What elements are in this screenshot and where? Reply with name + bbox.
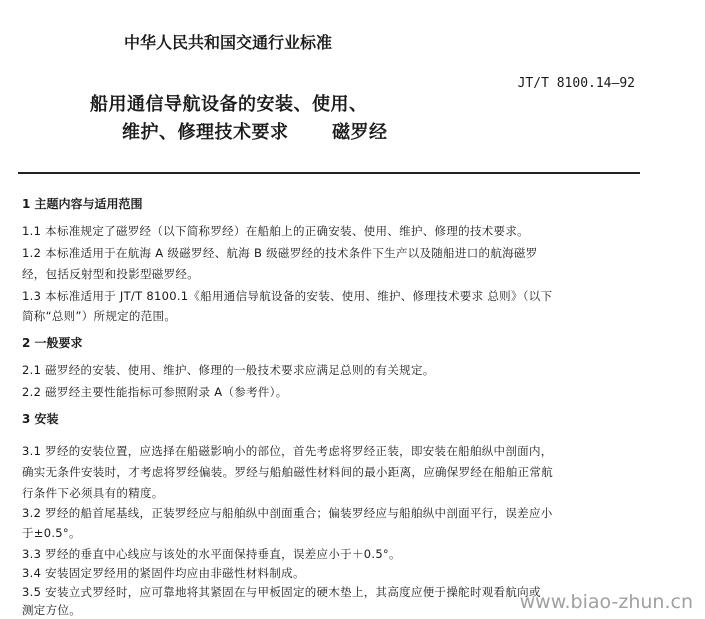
paragraph-line: 简称“总则”）所规定的范围。 (22, 309, 177, 323)
paragraph-line: 2.1 磁罗经的安装、使用、维护、修理的一般技术要求应满足总则的有关规定。 (22, 363, 435, 377)
paragraph-line: 3.4 安装固定罗经用的紧固件均应由非磁性材料制成。 (22, 566, 305, 580)
section-1-heading: 1 主题内容与适用范围 (22, 197, 143, 211)
paragraph-line: 3.3 罗经的垂直中心线应与该处的水平面保持垂直，误差应小于＋0.5°。 (22, 547, 401, 561)
paragraph-line: 3.1 罗经的安装位置，应选择在船磁影响小的部位，首先考虑将罗经正装，即安装在船舶纵中剖面内， (22, 444, 553, 458)
paragraph-line: 1.2 本标准适用于在航海 A 级磁罗经、航海 B 级磁罗经的技术条件下生产以及随船进口的航海磁罗 (22, 246, 538, 260)
header-divider (18, 172, 640, 174)
document-title-line-2 (122, 118, 388, 144)
document-title-subject: 磁罗经 (332, 122, 388, 143)
paragraph-line: 2.2 磁罗经主要性能指标可参照附录 A（参考件）。 (22, 385, 288, 399)
paragraph-line: 行条件下必须具有的精度。 (22, 486, 164, 500)
paragraph-line: 于±0.5°。 (22, 526, 81, 540)
paragraph-line: 1.1 本标准规定了磁罗经（以下简称罗经）在船舶上的正确安装、使用、维护、修理的技术要求。 (22, 224, 529, 238)
paragraph-line: 经，包括反射型和投影型磁罗经。 (22, 267, 199, 281)
issuing-organization: 中华人民共和国交通行业标准 (124, 33, 333, 52)
section-2-heading: 2 一般要求 (22, 336, 83, 350)
paragraph-line: 确实无条件安装时，才考虑将罗经偏装。罗经与船舶磁性材料间的最小距离，应确保罗经在船舶正常航 (22, 465, 553, 479)
document-title-line-1: 船用通信导航设备的安装、使用、 (90, 94, 368, 115)
paragraph-line: 测定方位。 (22, 603, 81, 617)
document-title-prefix: 维护、修理技术要求 (122, 122, 289, 143)
paragraph-line: 3.5 安装立式罗经时，应可靠地将其紧固在与甲板固定的硬木垫上，其高度应便于操舵时观看航向或 (22, 585, 541, 599)
paragraph-line: 3.2 罗经的船首尾基线，正装罗经应与船舶纵中剖面重合；偏装罗经应与船舶纵中剖面平行，误差应小 (22, 506, 553, 520)
site-watermark: www.biao-zhun.cn (519, 591, 693, 613)
paragraph-line: 1.3 本标准适用于 JT/T 8100.1《船用通信导航设备的安装、使用、维护、修理技术要求 总则》（以下 (22, 289, 553, 303)
standard-code: JT/T 8100.14—92 (517, 76, 635, 91)
section-3-heading: 3 安装 (22, 412, 59, 426)
